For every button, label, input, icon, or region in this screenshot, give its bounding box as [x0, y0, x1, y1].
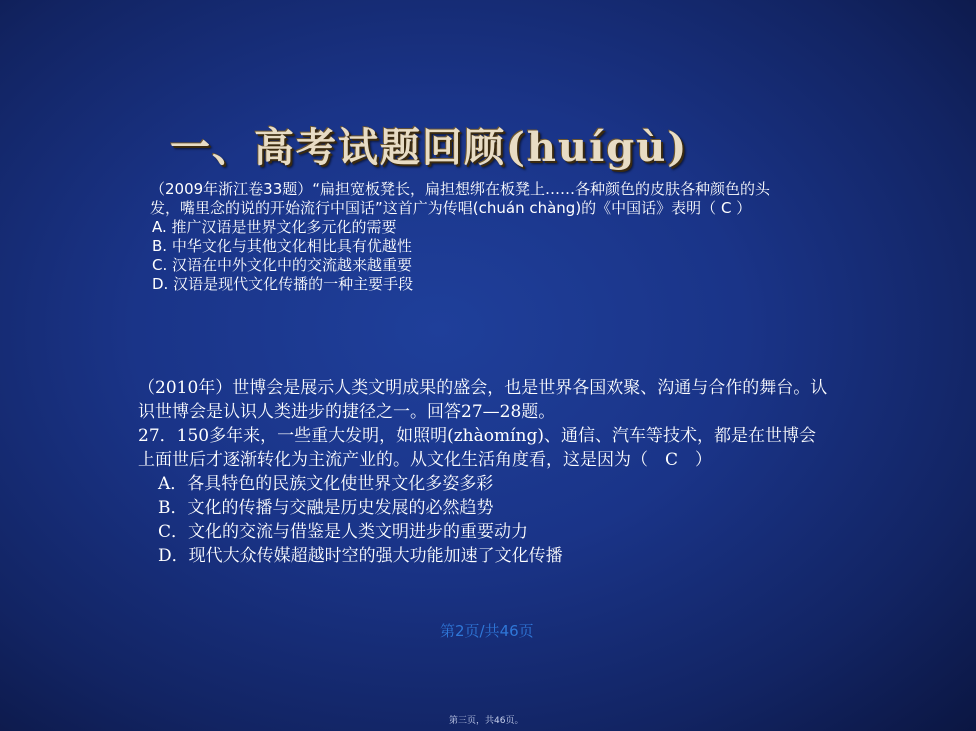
slide-title: 一、高考试题回顾(huígù)	[170, 124, 689, 171]
question-2-option-b: B．文化的传播与交融是历史发展的必然趋势	[158, 498, 494, 518]
question-1-block	[150, 180, 790, 294]
page-indicator: 第2页/共46页	[440, 622, 534, 640]
question-1-option-c: C. 汉语在中外文化中的交流越来越重要	[152, 256, 413, 274]
question-1-option-d: D. 汉语是现代文化传播的一种主要手段	[152, 275, 414, 293]
question-2-option-c: C．文化的交流与借鉴是人类文明进步的重要动力	[158, 522, 529, 542]
question-1-option-b: B. 中华文化与其他文化相比具有优越性	[152, 237, 412, 255]
question-2-option-d: D．现代大众传媒超越时空的强大功能加速了文化传播	[158, 546, 563, 566]
question-2-intro: （2010年）世博会是展示人类文明成果的盛会，也是世界各国欢聚、沟通与合作的舞台。认识世博会是认识人类进步的捷径之一。回答27—28题。	[138, 378, 828, 422]
question-1-stem: （2009年浙江卷33题）“扁担宽板凳长，扁担想绑在板凳上……各种颜色的皮肤各种颜色的头发，嘴里念的说的开始流行中国话”这首广为传唱(chuán chàng)的《中国话》表明（ C ）	[150, 180, 771, 217]
question-2-stem: 27．150多年来，一些重大发明，如照明(zhàomíng)、通信、汽车等技术，都是在世博会上面世后才逐渐转化为主流产业的。从文化生活角度看，这是因为（ C ）	[138, 426, 817, 470]
question-1-option-a: A. 推广汉语是世界文化多元化的需要	[152, 218, 397, 236]
question-2-block	[138, 376, 828, 568]
question-2-option-a: A．各具特色的民族文化使世界文化多姿多彩	[158, 474, 494, 494]
footer-page-note: 第三页，共46页。	[449, 716, 524, 726]
